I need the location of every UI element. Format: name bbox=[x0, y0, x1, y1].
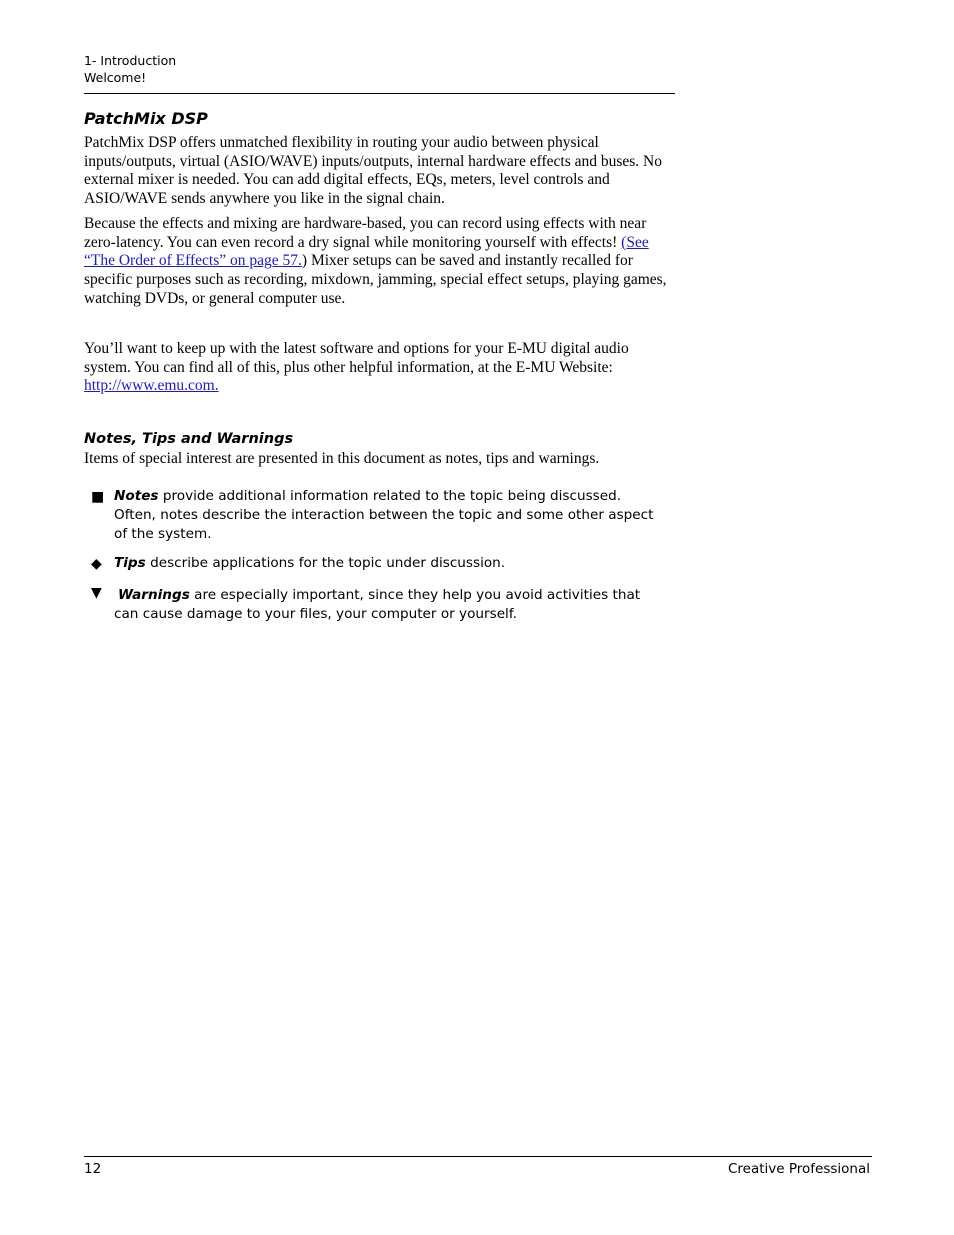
footer-rule bbox=[84, 1156, 872, 1157]
footer-publisher: Creative Professional bbox=[727, 1161, 870, 1177]
note-item bbox=[114, 487, 666, 544]
paragraph-2-text-before: Because the effects and mixing are hardware-based, you can record using effects with near zero-latency. You can even record a dry signal while monitoring yourself with effects! bbox=[84, 215, 647, 251]
patchmix-paragraph-2 bbox=[84, 215, 676, 309]
note-label: Notes bbox=[114, 488, 159, 504]
notes-intro: Items of special interest are presented in this document as notes, tips and warnings. bbox=[84, 450, 600, 467]
tip-label: Tips bbox=[114, 555, 146, 571]
note-text: provide additional information related to the topic being discussed. Often, notes describe the interaction between the topic and some other aspect of the system. bbox=[114, 488, 654, 542]
square-bullet-icon: ■ bbox=[91, 489, 105, 505]
website-paragraph bbox=[84, 340, 676, 396]
order-of-effects-link[interactable]: (See “The Order of Effects” on page 57. bbox=[84, 233, 649, 270]
emu-website-link[interactable]: http://www.emu.com. bbox=[84, 377, 219, 395]
warning-item bbox=[114, 586, 666, 624]
patchmix-heading: PatchMix DSP bbox=[84, 109, 208, 128]
diamond-bullet-icon: ◆ bbox=[91, 556, 102, 572]
running-header-chapter: 1- Introduction bbox=[84, 53, 177, 68]
warning-text: are especially important, since they help you avoid activities that can cause damage to your files, your computer or yourself. bbox=[114, 587, 641, 622]
running-header-section: Welcome! bbox=[84, 70, 147, 85]
tip-text: describe applications for the topic under discussion. bbox=[145, 555, 506, 571]
website-text: You’ll want to keep up with the latest software and options for your E-MU digital audio system. You can find all of this, plus other helpful information, at the E-MU Website: bbox=[84, 340, 629, 376]
tip-item bbox=[114, 554, 666, 573]
paragraph-2-paren-close: ) bbox=[301, 252, 308, 270]
notes-tips-warnings-heading: Notes, Tips and Warnings bbox=[84, 431, 294, 447]
triangle-down-bullet-icon: ▼ bbox=[91, 585, 102, 601]
header-rule bbox=[84, 93, 675, 94]
page-number: 12 bbox=[84, 1161, 102, 1177]
paragraph-2-text-after: Mixer setups can be saved and instantly recalled for specific purposes such as recording, mixdown, jamming, special effect setups, playing games, watching DVDs, or general computer use. bbox=[84, 252, 667, 307]
warning-label: Warnings bbox=[118, 587, 190, 603]
patchmix-paragraph-1: PatchMix DSP offers unmatched flexibility in routing your audio between physical inputs/outputs, virtual (ASIO/WAVE) inputs/outputs, internal hardware effects and buses. No external mixer is needed. You can add digital effects, EQs, meters, level controls and ASIO/WAVE sends anywhere you like in the signal chain. bbox=[84, 134, 663, 208]
